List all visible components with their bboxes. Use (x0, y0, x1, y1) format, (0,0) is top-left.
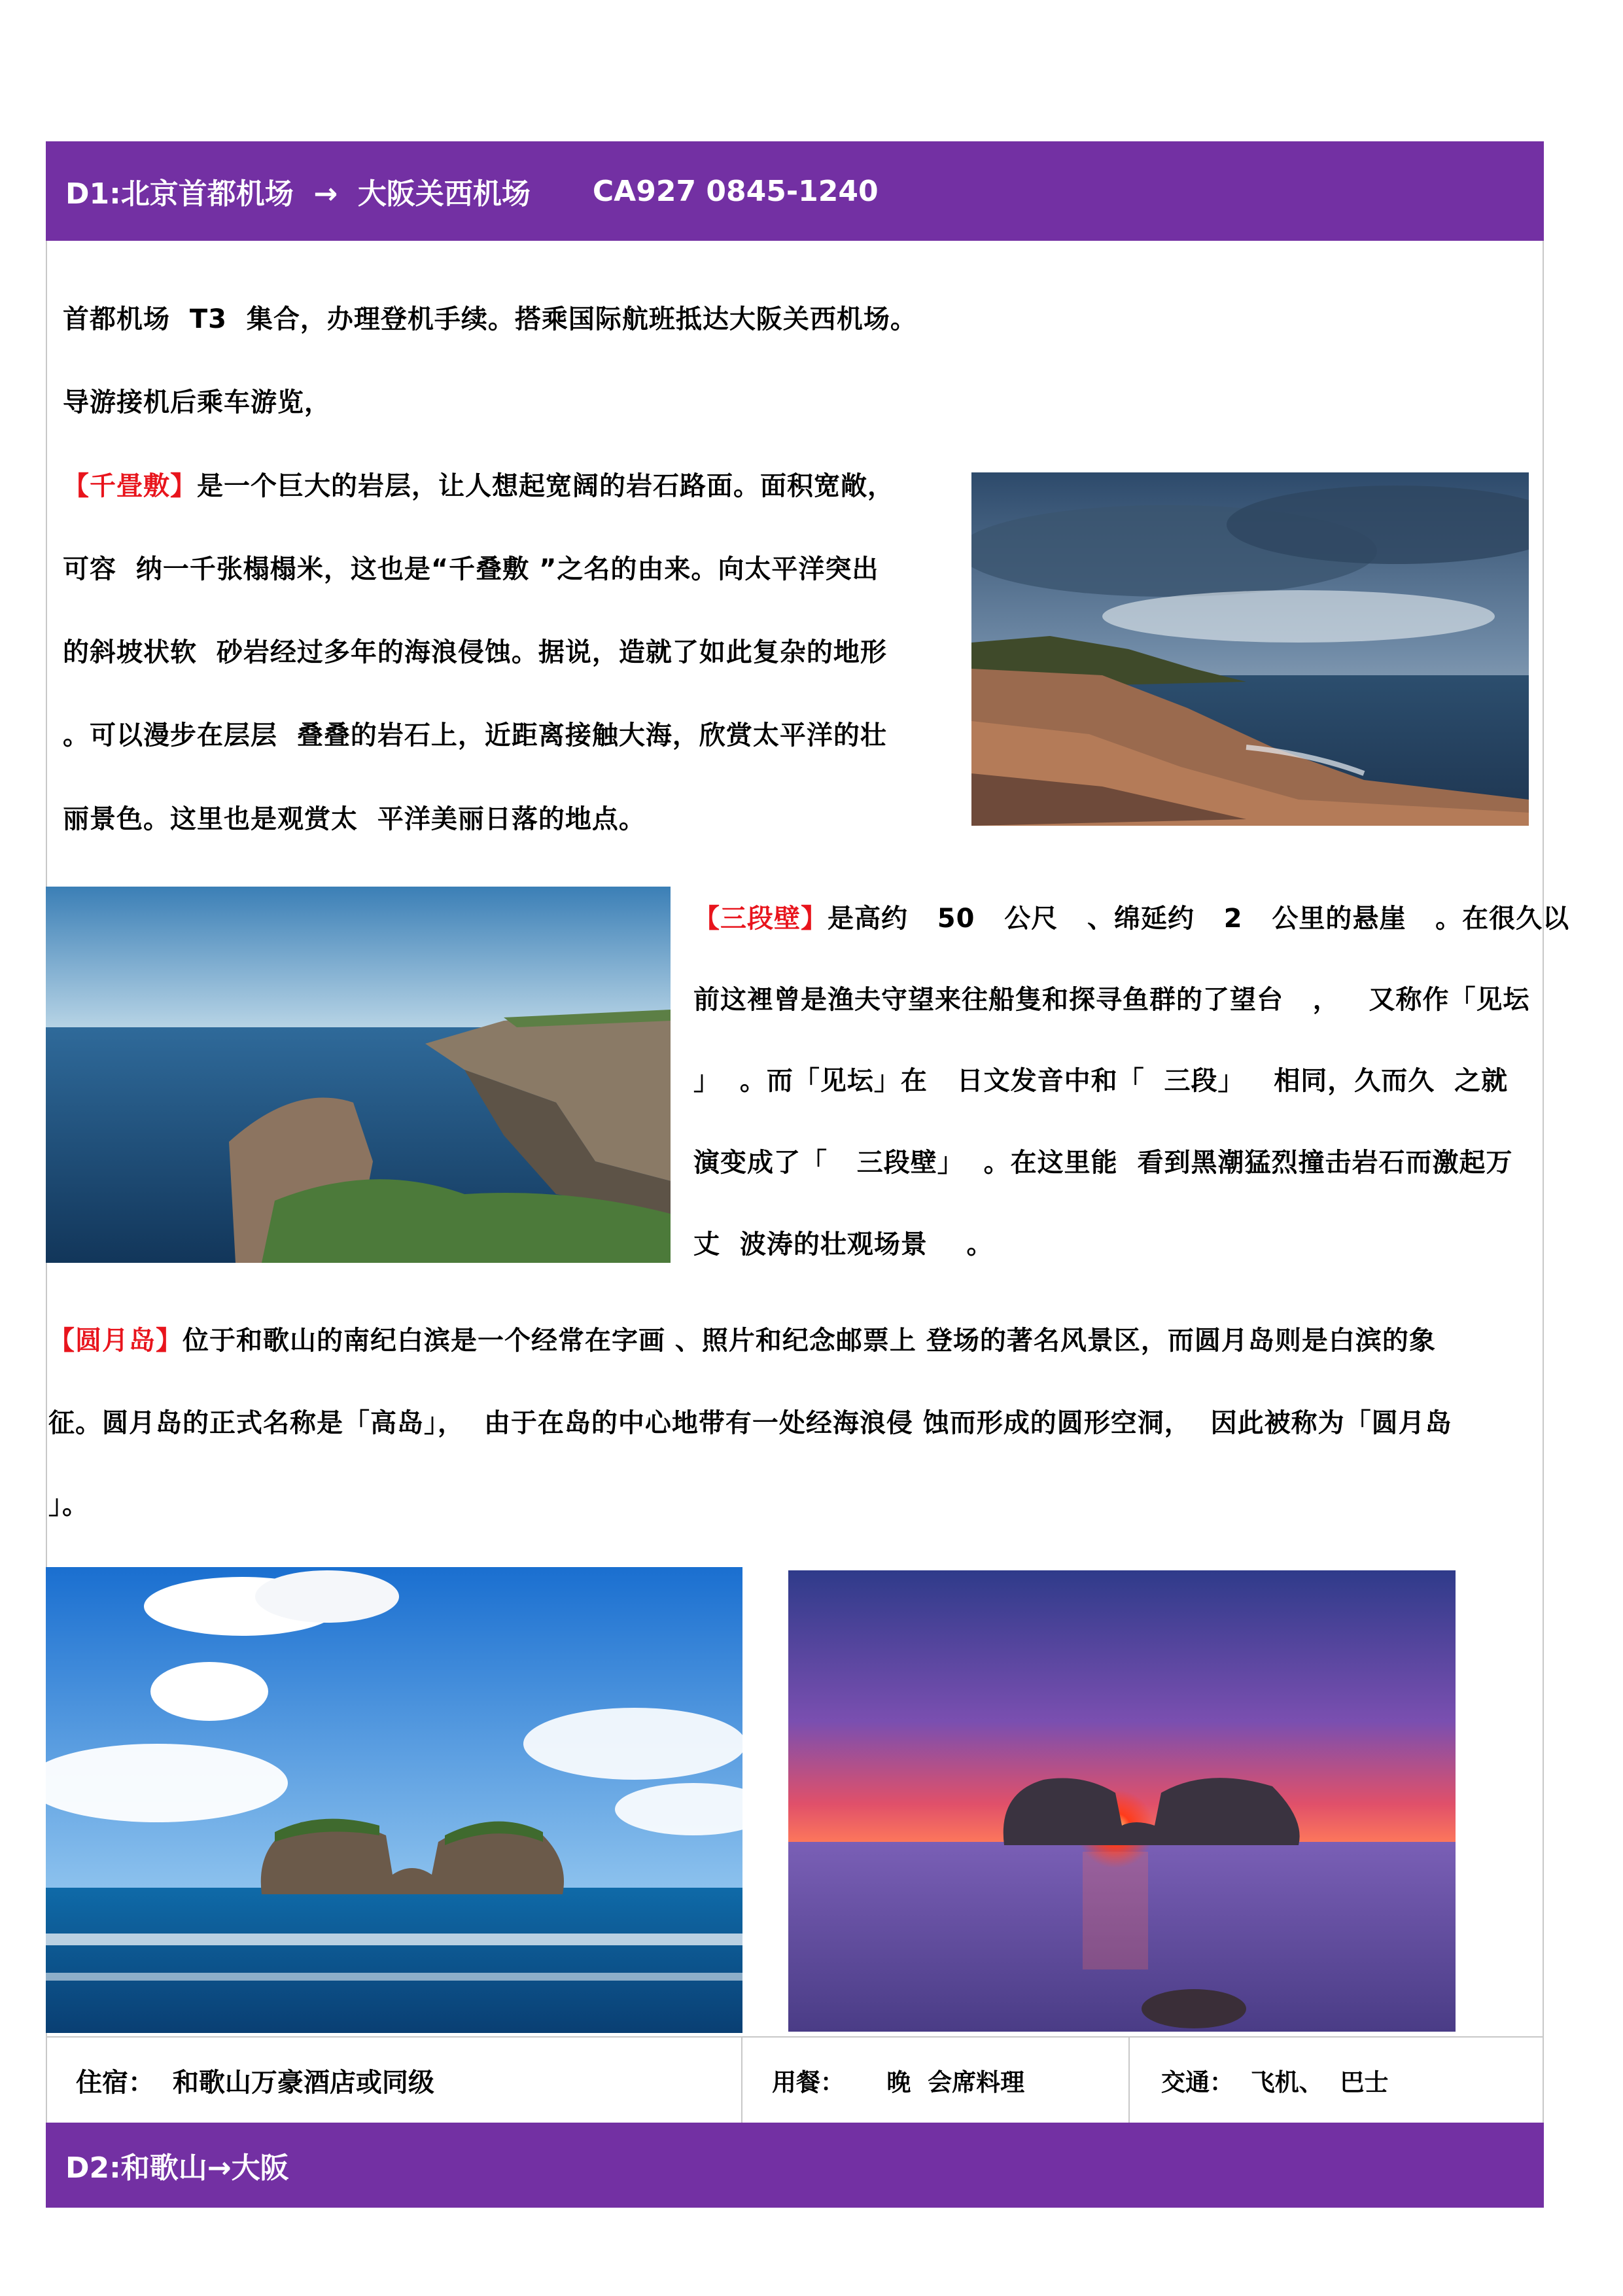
footer-divider-1 (741, 2038, 742, 2123)
sandanbeki-name: 【三段壁】 (693, 904, 828, 934)
senjojiki-line-3: 的斜坡状软 砂岩经过多年的海浪侵蚀。据说，造就了如此复杂的地形 (63, 637, 887, 667)
day1-footer-row (46, 2036, 1544, 2123)
senjojiki-name: 【千畳敷】 (63, 471, 197, 501)
sandanbeki-photo (46, 887, 671, 1263)
intro-line-1: 首都机场 T3 集合，办理登机手续。搭乘国际航班抵达大阪关西机场。 (63, 304, 917, 334)
engetsu-day-photo (46, 1567, 742, 2033)
footer-divider-2 (1128, 2038, 1130, 2123)
engetsu-line-1: 【圆月岛】位于和歌山的南纪白滨是一个经常在字画 、照片和纪念邮票上 登场的著名风景区，而圆月岛则是白滨的象 (48, 1326, 1436, 1356)
day2-route-title: D2:和歌山→大阪 (65, 2151, 289, 2185)
senjojiki-line-4: 。可以漫步在层层 叠叠的岩石上，近距离接触大海，欣赏太平洋的壮 (63, 720, 887, 751)
senjojiki-line-1: 【千畳敷】是一个巨大的岩层，让人想起宽阔的岩石路面。面积宽敞， (63, 471, 894, 501)
sandanbeki-line-3: 」 。而「见坛」在 日文发音中和「 三段」 相同，久而久 之就 (693, 1066, 1509, 1096)
engetsu-sunset-photo (788, 1570, 1456, 2032)
sandanbeki-line-1: 【三段壁】是高约 50 公尺 、绵延约 2 公里的悬崖 。在很久以 (693, 904, 1570, 934)
engetsu-line-2: 征。圆月岛的正式名称是「高岛」， 由于在岛的中心地带有一处经海浪侵 蚀而形成的圆形空洞， 因此被称为「圆月岛 (48, 1408, 1452, 1438)
engetsu-line-3: 」。 (48, 1490, 89, 1520)
sandanbeki-line-2: 前这裡曾是渔夫守望来往船隻和探寻鱼群的了望台 ， 又称作「见坛 (693, 985, 1530, 1015)
sandanbeki-line-4: 演变成了「 三段壁」 。在这里能 看到黑潮猛烈撞击岩石而激起万 (693, 1148, 1513, 1178)
sandanbeki-line-5: 丈 波涛的壮观场景 。 (693, 1229, 994, 1260)
senjojiki-line-2: 可容 纳一千张榻榻米，这也是“千叠敷 ”之名的由来。向太平洋突出 (63, 554, 879, 584)
lodging-info: 住宿： 和歌山万豪酒店或同级 (76, 2067, 434, 2098)
senjojiki-photo (971, 472, 1529, 826)
engetsu-name: 【圆月岛】 (48, 1326, 183, 1356)
day2-header-bar (46, 2123, 1544, 2208)
intro-line-2: 导游接机后乘车游览， (63, 387, 331, 417)
day1-route-title: D1:北京首都机场 → 大阪关西机场 (65, 177, 531, 211)
senjojiki-line-5: 丽景色。这里也是观赏太 平洋美丽日落的地点。 (63, 804, 646, 834)
transport-info: 交通： 飞机、 巴士 (1161, 2068, 1389, 2096)
day1-header-bar (46, 141, 1544, 241)
meals-info: 用餐： 晚 会席料理 (772, 2068, 1025, 2096)
day1-flight-info: CA927 0845-1240 (592, 174, 879, 208)
